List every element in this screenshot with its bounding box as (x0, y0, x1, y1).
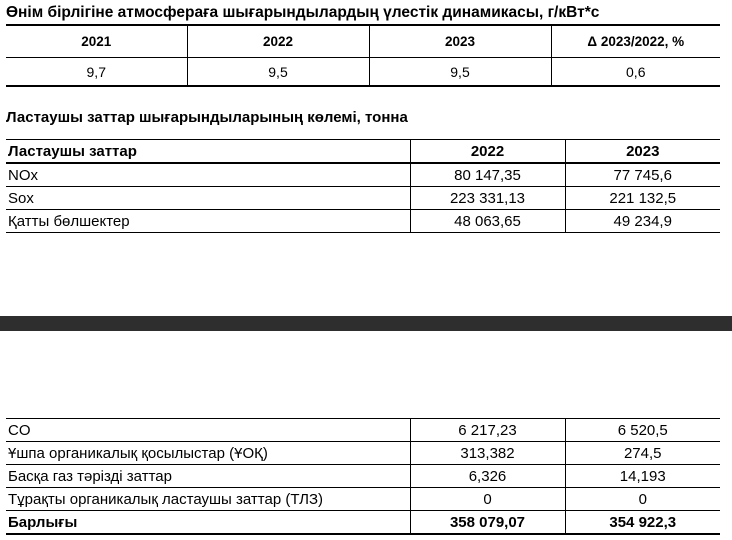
row-value-2023: 221 132,5 (565, 187, 720, 210)
value-delta: 0,6 (551, 58, 720, 87)
row-label: Sox (6, 187, 410, 210)
row-value-2023: 274,5 (565, 442, 720, 465)
table-row (6, 419, 720, 442)
header-2022: 2022 (187, 25, 369, 58)
table-row (6, 488, 720, 511)
total-label: Барлығы (6, 511, 410, 535)
row-value-2023: 0 (565, 488, 720, 511)
row-value-2022: 313,382 (410, 442, 565, 465)
table1-value-row (6, 58, 720, 87)
header-delta: Δ 2023/2022, % (551, 25, 720, 58)
header-2021: 2021 (6, 25, 187, 58)
table1-header-row (6, 25, 720, 58)
row-value-2023: 14,193 (565, 465, 720, 488)
row-value-2023: 77 745,6 (565, 163, 720, 187)
row-value-2022: 223 331,13 (410, 187, 565, 210)
table-row (6, 442, 720, 465)
row-value-2022: 6 217,23 (410, 419, 565, 442)
row-value-2023: 6 520,5 (565, 419, 720, 442)
row-label: NOx (6, 163, 410, 187)
value-2023: 9,5 (369, 58, 551, 87)
table-row (6, 187, 720, 210)
row-value-2022: 80 147,35 (410, 163, 565, 187)
header-2023: 2023 (565, 140, 720, 164)
table1-title: Өнім бірлігіне атмосфераға шығарындылардың үлестік динамикасы, г/кВт*с (6, 4, 600, 21)
table-row (6, 210, 720, 233)
value-2021: 9,7 (6, 58, 187, 87)
row-label: CO (6, 419, 410, 442)
pollutant-volume-table-continued (6, 418, 720, 535)
page-break-band (0, 316, 732, 331)
value-2022: 9,5 (187, 58, 369, 87)
table-row (6, 163, 720, 187)
table2-header-row (6, 140, 720, 164)
table2-title: Ластаушы заттар шығарындыларының көлемі, тонна (6, 109, 408, 126)
row-value-2022: 0 (410, 488, 565, 511)
row-value-2022: 48 063,65 (410, 210, 565, 233)
row-value-2022: 6,326 (410, 465, 565, 488)
header-2022: 2022 (410, 140, 565, 164)
specific-emissions-table (6, 24, 720, 87)
row-label: Қатты бөлшектер (6, 210, 410, 233)
row-label: Ұшпа органикалық қосылыстар (ҰОҚ) (6, 442, 410, 465)
row-label: Тұрақты органикалық ластаушы заттар (ТЛЗ) (6, 488, 410, 511)
header-pollutants: Ластаушы заттар (6, 140, 410, 164)
total-value-2022: 358 079,07 (410, 511, 565, 535)
total-row (6, 511, 720, 535)
row-label: Басқа газ тәрізді заттар (6, 465, 410, 488)
header-2023: 2023 (369, 25, 551, 58)
total-value-2023: 354 922,3 (565, 511, 720, 535)
row-value-2023: 49 234,9 (565, 210, 720, 233)
pollutant-volume-table (6, 139, 720, 233)
table-row (6, 465, 720, 488)
